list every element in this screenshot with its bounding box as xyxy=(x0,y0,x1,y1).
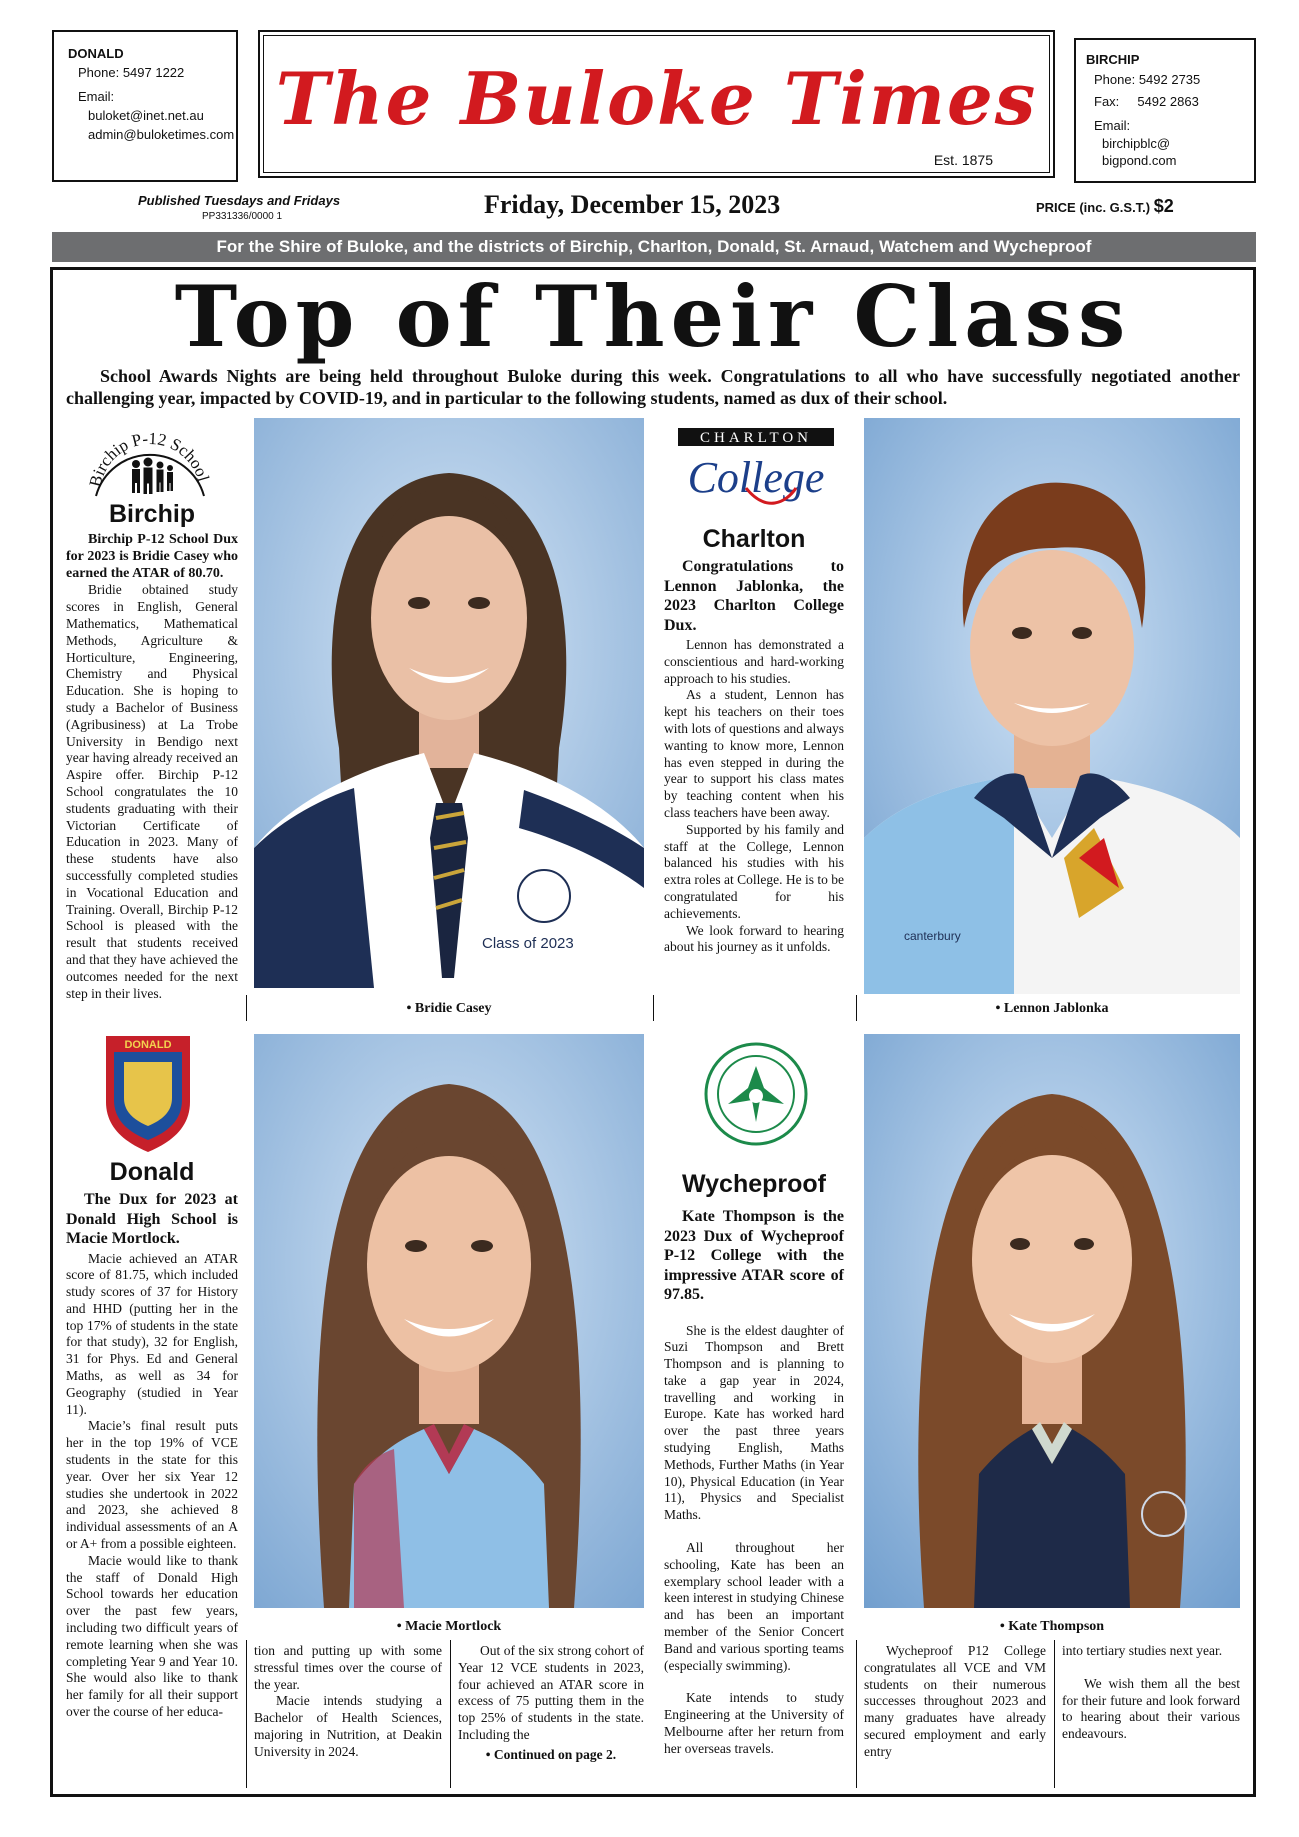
svg-text:canterbury: canterbury xyxy=(904,929,961,943)
donald-article-cont2 xyxy=(458,1643,644,1764)
birchip-body: Bridie obtained study scores in English, General Mathematics, Mathematical Methods, Agriculture & Horticulture, Engineering, Chemistry and Physical Education. She is hoping to study a Bachelor of Business (Agribusiness) at La Trobe University in Bendigo next year having already received an Aspire offer. Birchip P-12 School congratulates the 10 students graduating with their Victorian Certificate of Education in 2023. Many of these students have also successfully completed studies in Vocational Education and Training. Overall, Birchip P-12 School is pleased with the result that students received and that they have achieved the outcomes needed for the next step in their lives. xyxy=(66,582,238,1001)
contact-phone: Phone: 5492 2735 xyxy=(1094,72,1201,87)
photo-lennon-jablonka xyxy=(864,418,1240,994)
pp-number: PP331336/0000 1 xyxy=(202,211,283,222)
svg-text:Birchip P-12 School: Birchip P-12 School xyxy=(85,428,214,489)
photo-macie-mortlock xyxy=(254,1034,644,1608)
contact-email-2: admin@buloketimes.com xyxy=(88,127,235,142)
photo-bridie-casey xyxy=(254,418,644,988)
svg-text:College: College xyxy=(687,453,825,502)
contact-email-1: birchipblc@ xyxy=(1102,136,1171,151)
donald-p2: Macie’s final result puts her in the top 19% of VCE students in the state for this year. Over her six Year 12 studies she undertook in 2022 and 2023, she achieved 8 individual assessments of an A or A+ from a possible eighteen. xyxy=(66,1418,238,1552)
svg-text:Class of 2023: Class of 2023 xyxy=(482,935,574,952)
donald-article xyxy=(66,1190,238,1721)
column-rule xyxy=(1054,1640,1055,1788)
column-rule xyxy=(450,1640,451,1788)
donald-lead: The Dux for 2023 at Donald High School is Macie Mortlock. xyxy=(66,1191,238,1247)
wycheproof-p2: All throughout her schooling, Kate has been an exemplary school leader with a keen interest in studying Chinese and has been an important member of the Senior Concert Band and various sporting teams (especially swimming). xyxy=(664,1540,844,1673)
donald-p6: Out of the six strong cohort of Year 12 VCE students in 2023, four achieved an ATAR score in excess of 75 putting them in the top 25% of students in the state. Including the xyxy=(458,1643,644,1742)
price-value: $2 xyxy=(1153,196,1174,216)
wycheproof-p3: Kate intends to study Engineering at the University of Melbourne after her return from her overseas travels. xyxy=(664,1690,844,1756)
contact-town: BIRCHIP xyxy=(1086,52,1140,67)
price xyxy=(1036,196,1174,217)
caption-lennon-jablonka: • Lennon Jablonka xyxy=(995,1001,1109,1016)
birchip-logo xyxy=(78,424,222,504)
donald-heading: Donald xyxy=(109,1158,195,1186)
contact-email-1: buloket@inet.net.au xyxy=(88,108,204,123)
charlton-p2: As a student, Lennon has kept his teachers on their toes with lots of questions and always wanting to know more, Lennon has even stepped in during the year to support his class mates by teaching content when his class teachers have been away. xyxy=(664,687,844,820)
donald-p1: Macie achieved an ATAR score of 81.75, which included study scores of 37 for History and HHD (putting her in the top 17% of students in the state for that study), 32 for English, 31 for Phys. Ed and General Maths, as well as 34 for Geography (studied in Year 11). xyxy=(66,1250,238,1417)
coverage-banner: For the Shire of Buloke, and the districts of Birchip, Charlton, Donald, St. Arnaud, Watchem and Wycheproof xyxy=(52,232,1256,262)
contact-box-donald xyxy=(52,30,238,182)
charlton-p1: Lennon has demonstrated a conscientious and hard-working approach to his studies. xyxy=(664,637,844,686)
wycheproof-lead: Kate Thompson is the 2023 Dux of Wycheproof P-12 College with the impressive ATAR score of 97.85. xyxy=(664,1208,844,1303)
contact-email-label: Email: xyxy=(78,89,115,104)
charlton-p4: We look forward to hearing about his journey as it unfolds. xyxy=(664,922,844,955)
caption-kate-thompson: • Kate Thompson xyxy=(999,1619,1105,1634)
donald-p4: tion and putting up with some stressful times over the course of the year. xyxy=(254,1643,442,1692)
wycheproof-p1: She is the eldest daughter of Suzi Thompson and Brett Thompson and is planning to take a gap year in 2024, travelling and working in Europe. Kate has worked hard over the past three years studying English, Maths Methods, Further Maths (in Year 10), Physical Education (in Year 11), Physics and Specialist Maths. xyxy=(664,1322,844,1523)
caption-rule-right xyxy=(653,995,654,1021)
wycheproof-article-cont1 xyxy=(864,1643,1046,1761)
charlton-p3: Supported by his family and staff at the College, Lennon balanced his studies with his extra roles at College. He is to be congratulated for his achievements. xyxy=(664,821,844,921)
contact-town: DONALD xyxy=(68,46,124,61)
masthead-title: The Buloke Times xyxy=(275,56,1038,141)
wycheproof-article-cont2 xyxy=(1062,1643,1240,1743)
caption-macie-mortlock: • Macie Mortlock xyxy=(396,1619,502,1634)
wycheproof-p5: into tertiary studies next year. xyxy=(1062,1643,1223,1658)
published-note: Published Tuesdays and Fridays xyxy=(138,193,341,208)
contact-email-2: bigpond.com xyxy=(1102,153,1177,168)
wycheproof-logo xyxy=(702,1040,810,1148)
masthead xyxy=(258,30,1055,178)
headline: Top of Their Class xyxy=(174,267,1132,366)
caption-rule-left xyxy=(246,995,247,1021)
charlton-logo xyxy=(676,428,836,523)
caption-bridie-casey: • Bridie Casey xyxy=(406,1001,492,1016)
birchip-heading: Birchip xyxy=(108,500,196,528)
contact-phone: Phone: 5497 1222 xyxy=(78,65,185,80)
photo-kate-thompson xyxy=(864,1034,1240,1608)
wycheproof-heading: Wycheproof xyxy=(682,1170,826,1198)
price-label: PRICE (inc. G.S.T.) xyxy=(1036,200,1151,215)
wycheproof-p4: Wycheproof P12 College congratulates all VCE and VM students on their numerous successes throughout 2023 and many graduates have already secured employment and early entry xyxy=(864,1643,1046,1759)
issue-date: Friday, December 15, 2023 xyxy=(484,190,781,219)
intro-paragraph: School Awards Nights are being held throughout Buloke during this week. Congratulations to all who have successfully negotiated another challenging year, impacted by COVID-19, and in particular to the following students, named as dux of their school. xyxy=(66,366,1240,408)
column-rule xyxy=(246,1640,247,1788)
contact-box-birchip xyxy=(1074,38,1256,183)
donald-logo xyxy=(102,1032,194,1154)
svg-text:CHARLTON: CHARLTON xyxy=(699,430,813,446)
wycheproof-p6: We wish them all the best for their future and look forward to hearing about their various endeavours. xyxy=(1062,1675,1240,1742)
birchip-article xyxy=(66,532,238,1002)
column-rule xyxy=(856,1640,857,1788)
masthead-est: Est. 1875 xyxy=(933,152,993,168)
donald-p5: Macie intends studying a Bachelor of Health Sciences, majoring in Nutrition, at Deakin University in 2024. xyxy=(254,1693,442,1759)
charlton-lead: Congratulations to Lennon Jablonka, the 2023 Charlton College Dux. xyxy=(664,558,844,634)
wycheproof-article xyxy=(664,1207,844,1758)
charlton-article xyxy=(664,557,844,956)
caption-rule-right xyxy=(856,995,857,1021)
svg-text:DONALD: DONALD xyxy=(124,1039,172,1051)
birchip-lead: Birchip P-12 School Dux for 2023 is Bridie Casey who earned the ATAR of 80.70. xyxy=(66,532,238,581)
contact-fax: Fax: 5492 2863 xyxy=(1094,94,1199,109)
donald-p3: Macie would like to thank the staff of Donald High School towards her education over the past few years, including two difficult years of remote learning when she was completing Year 9 and Year 10. She would also like to thank her family for all their support over the course of her educa- xyxy=(66,1552,238,1720)
contact-email-label: Email: xyxy=(1094,118,1131,133)
continued-note: • Continued on page 2. xyxy=(485,1746,617,1762)
charlton-heading: Charlton xyxy=(702,525,806,553)
donald-article-cont1 xyxy=(254,1643,442,1761)
